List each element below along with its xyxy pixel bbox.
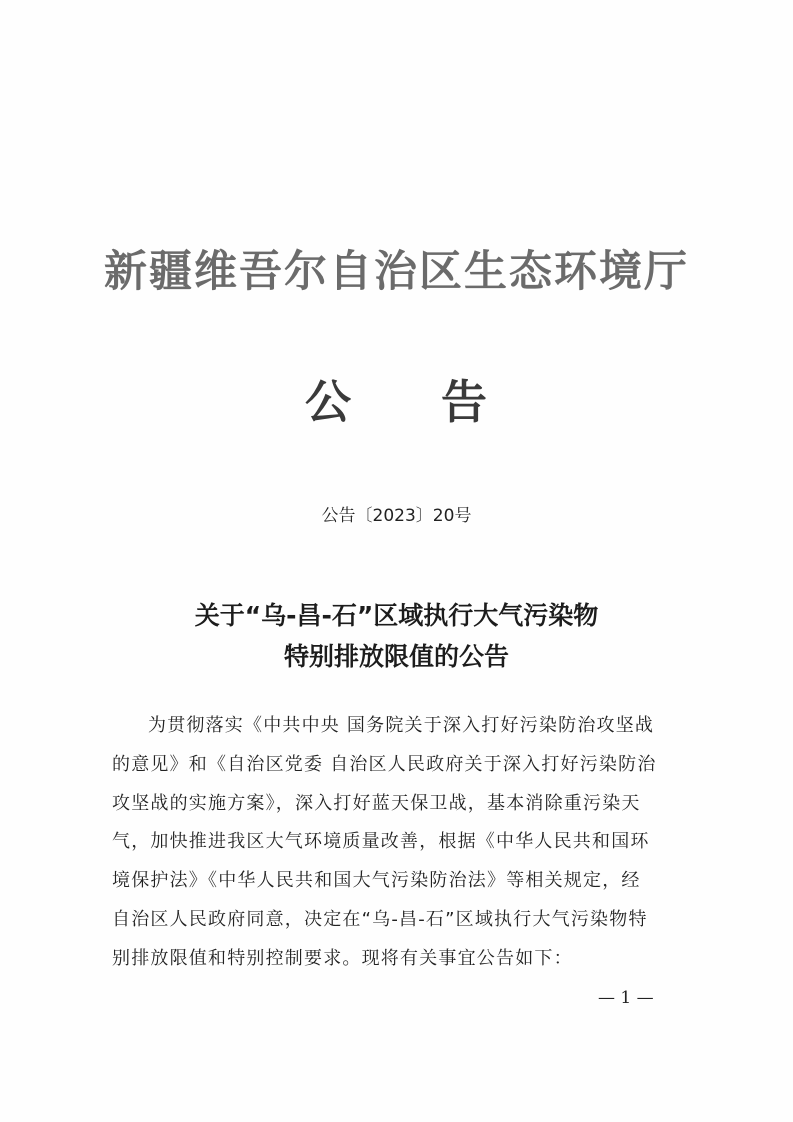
issuing-organization-header: 新疆维吾尔自治区生态环境厅: [104, 247, 689, 297]
body-paragraph-line: 为贯彻落实《中共中央 国务院关于深入打好污染防治攻坚战: [148, 715, 655, 736]
body-paragraph-line: 自治区人民政府同意，决定在“乌-昌-石”区域执行大气污染物特: [112, 909, 648, 930]
document-title-line-2: 特别排放限值的公告: [283, 642, 509, 671]
body-paragraph-line: 气，加快推进我区大气环境质量改善，根据《中华人民共和国环: [112, 831, 650, 852]
body-paragraph-line: 别排放限值和特别控制要求。现将有关事宜公告如下：: [112, 948, 573, 969]
document-number: 公告〔2023〕20号: [321, 506, 472, 526]
page-number: — 1 —: [598, 988, 654, 1008]
document-type-heading: [0, 366, 793, 436]
body-paragraph-line: 境保护法》《中华人民共和国大气污染防治法》等相关规定，经: [112, 870, 641, 891]
body-paragraph-line: 的意见》和《自治区党委 自治区人民政府关于深入打好污染防治: [112, 754, 657, 775]
document-title-line-1: 关于“乌-昌-石”区域执行大气污染物: [194, 601, 599, 630]
document-type-char-2: 告: [441, 375, 487, 429]
body-paragraph-line: 攻坚战的实施方案》，深入打好蓝天保卫战，基本消除重污染天: [112, 793, 641, 814]
document-type-char-1: 公: [305, 375, 351, 429]
